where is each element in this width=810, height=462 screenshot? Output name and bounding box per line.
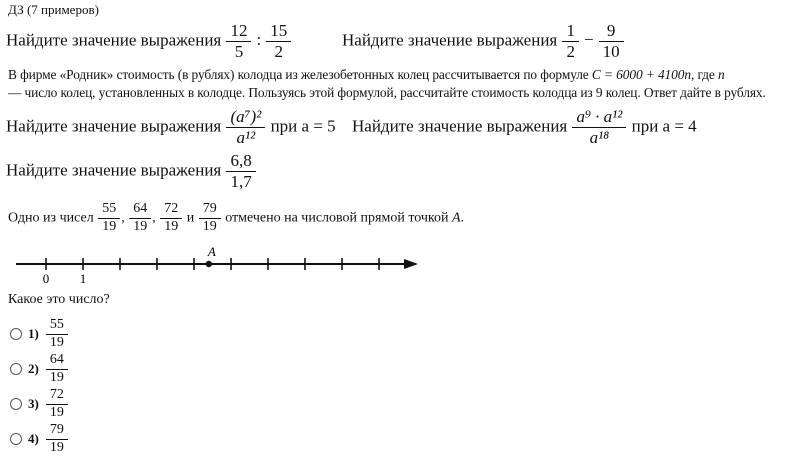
task-5-condition: при a = 4 (631, 116, 697, 136)
task-1-fraction-1: $\frac{12}{5}$ (228, 22, 249, 61)
task-2-fraction-1: $\frac{1}{2}$ (564, 22, 577, 61)
task-6-label: Найдите значение выражения (6, 160, 222, 180)
task-6 (6, 152, 257, 191)
task-5 (352, 108, 697, 147)
tick-label-0: 0 (42, 271, 50, 286)
task-4-label: Найдите значение выражения (6, 116, 222, 136)
task-1 (6, 22, 292, 61)
task-1-operator: : (256, 30, 262, 50)
task-2-label: Найдите значение выражения (342, 30, 558, 50)
task-5-fraction: $\frac{\text{a⁹ · a¹²}}{\text{a¹⁸}}$ (574, 108, 624, 147)
task-7-fraction-4: $\frac{79}{19}$ (201, 202, 219, 234)
option-3-radio[interactable] (10, 398, 22, 410)
option-4-radio[interactable] (10, 433, 22, 445)
task-7-intro: Одно из чисел $\frac{55}{19}$ , $\frac{64}{19}$ , $\frac{72}{19}$ и $\frac{79}{19}$ отмечено на числовой прямой точкой A. (8, 201, 465, 234)
option-3-fraction: $\frac{72}{19}$ (48, 388, 66, 420)
task-5-label: Найдите значение выражения (352, 116, 568, 136)
task-3-formula: C = 6000 + 4100n (591, 67, 691, 82)
option-2[interactable]: 2) $\frac{64}{19}$ (10, 353, 69, 385)
task-2-operator: − (583, 30, 594, 50)
option-4-fraction: $\frac{79}{19}$ (48, 423, 66, 455)
task-6-fraction: $\frac{6,8}{1,7}$ (228, 152, 253, 191)
task-1-fraction-2: $\frac{15}{2}$ (268, 22, 289, 61)
task-2-fraction-2: $\frac{9}{10}$ (601, 22, 622, 61)
number-line (14, 246, 424, 286)
task-4 (6, 108, 336, 147)
task-7-fraction-1: $\frac{55}{19}$ (100, 202, 118, 234)
tick-label-1: 1 (79, 271, 87, 286)
task-7-question: Какое это число? (8, 292, 110, 307)
option-1-fraction: $\frac{55}{19}$ (48, 318, 66, 350)
task-7-fraction-2: $\frac{64}{19}$ (131, 202, 149, 234)
option-1[interactable]: 1) $\frac{55}{19}$ (10, 318, 69, 350)
page-title: ДЗ (7 примеров) (8, 2, 99, 17)
task-1-label: Найдите значение выражения (6, 30, 222, 50)
option-2-fraction: $\frac{64}{19}$ (48, 353, 66, 385)
option-4[interactable]: 4) $\frac{79}{19}$ (10, 423, 69, 455)
option-2-radio[interactable] (10, 363, 22, 375)
task-3-line-1: В фирме «Родник» стоимость (в рублях) колодца из железобетонных колец рассчитывается по формуле C = 6000 + 4100n, где n (8, 67, 725, 82)
point-a-marker (206, 261, 212, 267)
option-1-radio[interactable] (10, 328, 22, 340)
option-3[interactable]: 3) $\frac{72}{19}$ (10, 388, 69, 420)
task-3-line-2: — число колец, установленных в колодце. Пользуясь этой формулой, рассчитайте стоимость колодца из 9 колец. Ответ дайте в рублях. (8, 85, 766, 100)
task-4-condition: при a = 5 (270, 116, 336, 136)
task-7-fraction-3: $\frac{72}{19}$ (162, 202, 180, 234)
number-line-arrow (404, 259, 418, 269)
task-2 (342, 22, 625, 61)
task-4-fraction: $\frac{\text{(a⁷)²}}{\text{a¹²}}$ (228, 108, 263, 147)
point-a-label: A (207, 246, 216, 259)
